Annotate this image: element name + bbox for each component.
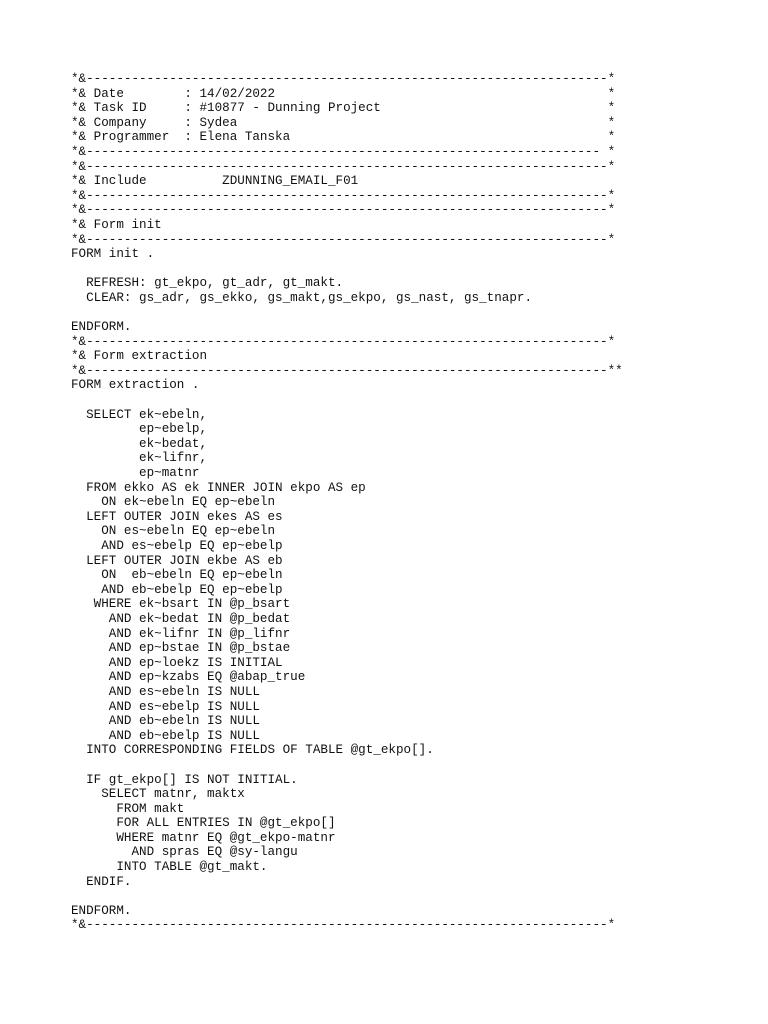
code-line: FROM ekko AS ek INNER JOIN ekpo AS ep (71, 480, 366, 495)
code-line: *&---------------------------------------------------------------------* (71, 334, 616, 349)
code-line: AND eb~ebeln IS NULL (71, 714, 260, 729)
code-line (71, 758, 623, 773)
code-line: LEFT OUTER JOIN ekbe AS eb (71, 553, 283, 568)
code-line: *& Date : 14/02/2022 * (71, 86, 616, 101)
code-line: ENDFORM. (71, 320, 132, 335)
code-line: *&---------------------------------------------------------------------* (71, 232, 616, 247)
code-line: AND ep~loekz IS INITIAL (71, 655, 283, 670)
code-line: *&---------------------------------------------------------------------* (71, 72, 616, 86)
code-line: REFRESH: gt_ekpo, gt_adr, gt_makt. (71, 276, 344, 291)
code-line: ep~ebelp, (71, 422, 208, 437)
code-line: FORM extraction . (71, 378, 200, 393)
code-line: *&---------------------------------------------------------------------* (71, 159, 616, 174)
code-line: IF gt_ekpo[] IS NOT INITIAL. (71, 772, 298, 787)
code-line: FROM makt (71, 801, 185, 816)
code-line: ep~matnr (71, 466, 200, 481)
code-line: *&---------------------------------------------------------------------** (71, 363, 623, 378)
code-line: *&---------------------------------------------------------------------* (71, 203, 616, 218)
code-line: ON es~ebeln EQ ep~ebeln (71, 524, 276, 539)
code-line: ON eb~ebeln EQ ep~ebeln (71, 568, 283, 583)
code-line: ENDFORM. (71, 903, 132, 918)
code-line: WHERE matnr EQ @gt_ekpo-matnr (71, 830, 336, 845)
code-line: WHERE ek~bsart IN @p_bsart (71, 597, 291, 612)
code-line: ENDIF. (71, 874, 132, 889)
code-line: AND spras EQ @sy-langu (71, 845, 298, 860)
code-line: AND eb~ebelp IS NULL (71, 728, 260, 743)
code-line: INTO CORRESPONDING FIELDS OF TABLE @gt_ekpo[]. (71, 743, 434, 758)
code-line: *& Task ID : #10877 - Dunning Project * (71, 101, 616, 116)
code-line: AND ep~kzabs EQ @abap_true (71, 670, 306, 685)
code-line: AND es~ebeln IS NULL (71, 684, 260, 699)
code-line: ek~lifnr, (71, 451, 208, 466)
code-line: FORM init . (71, 247, 155, 262)
code-line (71, 306, 623, 321)
code-line: *&---------------------------------------------------------------------* (71, 918, 616, 933)
code-line: AND ek~lifnr IN @p_lifnr (71, 626, 291, 641)
code-line: *& Programmer : Elena Tanska * (71, 130, 616, 145)
code-line: FOR ALL ENTRIES IN @gt_ekpo[] (71, 816, 336, 831)
code-line (71, 889, 623, 904)
code-line: AND ek~bedat IN @p_bedat (71, 611, 291, 626)
code-line: *& Company : Sydea * (71, 115, 616, 130)
code-line: AND es~ebelp EQ ep~ebelp (71, 539, 283, 553)
code-line: SELECT matnr, maktx (71, 787, 245, 802)
code-line (71, 262, 623, 277)
code-line: LEFT OUTER JOIN ekes AS es (71, 509, 283, 524)
code-line: AND es~ebelp IS NULL (71, 699, 260, 714)
code-line (71, 393, 623, 408)
code-line: INTO TABLE @gt_makt. (71, 860, 268, 875)
code-line: ON ek~ebeln EQ ep~ebeln (71, 495, 276, 510)
code-line: ek~bedat, (71, 436, 208, 451)
abap-source-code (71, 72, 623, 933)
code-line: AND ep~bstae IN @p_bstae (71, 641, 291, 656)
code-line: *& Form extraction (71, 349, 208, 364)
code-line: *& Include ZDUNNING_EMAIL_F01 (71, 174, 359, 189)
code-line: *&---------------------------------------------------------------------* (71, 188, 616, 203)
code-line: AND eb~ebelp EQ ep~ebelp (71, 582, 283, 597)
code-line: *&-------------------------------------------------------------------- * (71, 144, 616, 159)
code-line: SELECT ek~ebeln, (71, 407, 208, 422)
code-line: *& Form init (71, 217, 162, 232)
code-line: CLEAR: gs_adr, gs_ekko, gs_makt,gs_ekpo, gs_nast, gs_tnapr. (71, 290, 533, 305)
